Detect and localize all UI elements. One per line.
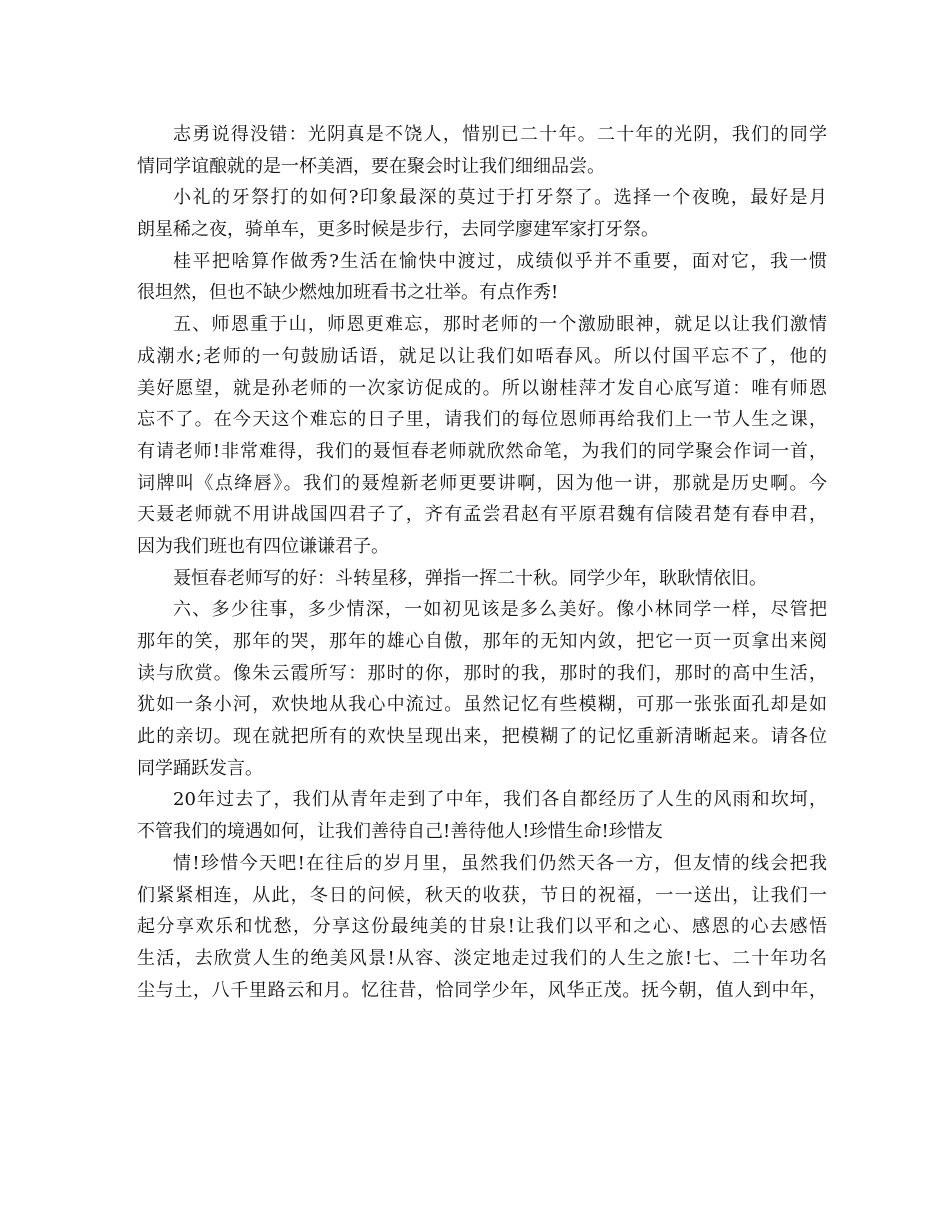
- text-line: 情同学谊酿就的是一杯美酒，要在聚会时让我们细细品尝。: [137, 155, 605, 177]
- document-page: [137, 119, 827, 1006]
- text-line: 成潮水;老师的一句鼓励话语，就足以让我们如唔春风。所以付国平忘不了，他的: [137, 345, 827, 367]
- text-line: 们紧紧相连，从此，冬日的问候，秋天的收获，节日的祝福，一一送出，让我们一: [137, 884, 827, 906]
- text-line: 朗星稀之夜，骑单车，更多时候是步行，去同学廖建军家打牙祭。: [137, 219, 659, 241]
- text-line: 生活，去欣赏人生的绝美风景!从容、淡定地走过我们的人生之旅!七、二十年功名: [137, 947, 827, 969]
- text-line: 五、师恩重于山，师恩更难忘，那时老师的一个激励眼神，就足以让我们激情: [173, 314, 827, 336]
- text-line: 同学踊跃发言。: [137, 757, 263, 779]
- text-line: 此的亲切。现在就把所有的欢快呈现出来，把模糊了的记忆重新清晰起来。请各位: [137, 726, 827, 748]
- text-line: 六、多少往事，多少情深，一如初见该是多么美好。像小林同学一样，尽管把: [173, 599, 827, 621]
- text-line: 20年过去了，我们从青年走到了中年，我们各自都经历了人生的风雨和坎坷，: [173, 789, 827, 811]
- text-line: 小礼的牙祭打的如何?印象最深的莫过于打牙祭了。选择一个夜晚，最好是月: [173, 187, 827, 209]
- text-line: 因为我们班也有四位谦谦君子。: [137, 535, 389, 557]
- text-line: 情!珍惜今天吧!在往后的岁月里，虽然我们仍然天各一方，但友情的线会把我: [173, 852, 827, 874]
- text-line: 志勇说得没错：光阴真是不饶人，惜别已二十年。二十年的光阴，我们的同学: [173, 124, 827, 145]
- text-line: 读与欣赏。像朱云霞所写：那时的你，那时的我，那时的我们，那时的高中生活，: [137, 662, 827, 684]
- paragraph-7: [137, 784, 827, 847]
- text-line: 起分享欢乐和忧愁，分享这份最纯美的甘泉!让我们以平和之心、感恩的心去感悟: [137, 916, 827, 938]
- text-line: 那年的笑，那年的哭，那年的雄心自傲，那年的无知内敛，把它一页一页拿出来阅: [137, 631, 827, 652]
- text-line: 天聂老师就不用讲战国四君子了，齐有孟尝君赵有平原君魏有信陵君楚有春申君，: [137, 504, 827, 526]
- text-line: 很坦然，但也不缺少燃烛加班看书之壮举。有点作秀!: [137, 282, 559, 304]
- text-line: 尘与土，八千里路云和月。忆往昔，恰同学少年，风华正茂。抚今朝，值人到中年，: [137, 979, 827, 1001]
- text-line: 桂平把啥算作做秀?生活在愉快中渡过，成绩似乎并不重要，面对它，我一惯: [173, 250, 827, 272]
- paragraph-1: [137, 119, 827, 182]
- text-line: 犹如一条小河，欢快地从我心中流过。虽然记忆有些模糊，可那一张张面孔却是如: [137, 694, 827, 716]
- paragraph-3: [137, 246, 827, 309]
- text-line: 有请老师!非常难得，我们的聂恒春老师就欣然命笔，为我们的同学聚会作词一首，: [137, 440, 827, 462]
- text-line: 词牌叫《点绛唇》。我们的聂煌新老师更要讲啊，因为他一讲，那就是历史啊。今: [137, 472, 827, 494]
- paragraph-6: [137, 594, 827, 784]
- paragraph-8: [137, 848, 827, 1006]
- paragraph-5: [137, 563, 827, 595]
- text-line: 忘不了。在今天这个难忘的日子里，请我们的每位恩师再给我们上一节人生之课，: [137, 409, 827, 431]
- text-line: 美好愿望，就是孙老师的一次家访促成的。所以谢桂萍才发自心底写道：唯有师恩: [137, 377, 827, 399]
- paragraph-2: [137, 182, 827, 245]
- paragraph-4: [137, 309, 827, 563]
- text-line: 不管我们的境遇如何，让我们善待自己!善待他人!珍惜生命!珍惜友: [137, 821, 663, 843]
- text-line: 聂恒春老师写的好：斗转星移，弹指一挥二十秋。同学少年，耿耿情依旧。: [173, 567, 767, 589]
